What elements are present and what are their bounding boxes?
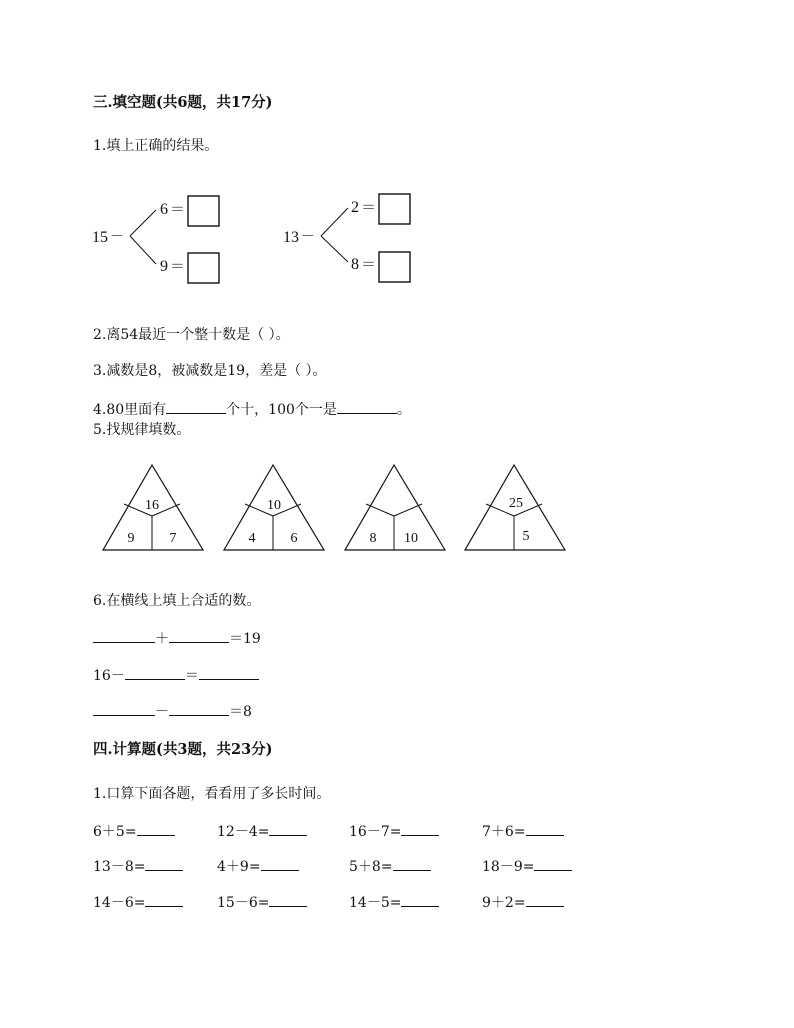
triangle2-left-number: 4	[248, 531, 256, 546]
tree1-branch	[130, 210, 156, 264]
calc-item	[217, 892, 307, 912]
calc-expression: 6＋5=	[93, 824, 137, 840]
tree1-top-answer-box[interactable]	[188, 196, 219, 226]
calc-expression: 18－9=	[482, 859, 535, 875]
tree1-top-equals: ＝	[170, 202, 186, 218]
triangle4-right-number: 5	[522, 529, 530, 544]
tree2-root: 13	[283, 229, 299, 246]
q6-line2-eq: ＝	[184, 668, 199, 684]
q4-part2: 个十，100个一是	[226, 402, 337, 418]
calc-expression: 12－4=	[217, 824, 270, 840]
calc-expression: 15－6=	[217, 895, 270, 911]
calc-answer-blank[interactable]	[393, 856, 431, 871]
q3-text: 3.减数是8，被减数是19，差是（ ）。	[93, 363, 327, 379]
tree2-bottom-answer-box[interactable]	[379, 252, 410, 282]
section-3-heading: 三.填空题(共6题，共17分)	[93, 94, 273, 111]
calc-answer-blank[interactable]	[145, 856, 183, 871]
q4-text	[93, 399, 411, 419]
q6-line-1	[93, 628, 261, 648]
calc-answer-blank[interactable]	[145, 892, 183, 907]
calc-answer-blank[interactable]	[269, 892, 307, 907]
calc-expression: 5＋8=	[349, 859, 393, 875]
q4-part1: 4.80里面有	[93, 402, 167, 418]
decomposition-tree-2	[282, 190, 432, 290]
pattern-triangle-1	[102, 464, 206, 552]
pattern-triangle-3	[344, 464, 448, 552]
calc-answer-blank[interactable]	[526, 821, 564, 836]
calc-answer-blank[interactable]	[534, 856, 572, 871]
triangle2-right-number: 6	[290, 531, 298, 546]
q6-line3-blank-2[interactable]	[169, 701, 229, 716]
calc-expression: 13－8=	[93, 859, 146, 875]
q6-line2-blank-2[interactable]	[199, 665, 259, 680]
tree2-branch	[321, 208, 348, 262]
calc-expression: 9＋2=	[482, 895, 526, 911]
triangle3-left-number: 8	[369, 531, 377, 546]
calc-answer-blank[interactable]	[526, 892, 564, 907]
calc-item	[93, 892, 183, 912]
calc-expression: 7＋6=	[482, 824, 526, 840]
tree1-bottom-answer-box[interactable]	[188, 253, 219, 283]
tree2-bottom-number: 8	[351, 256, 359, 273]
q4-part3: 。	[396, 402, 411, 418]
pattern-triangle-2	[223, 464, 327, 552]
triangle3-right-number: 10	[404, 531, 418, 546]
calc-item	[349, 856, 431, 876]
q6-line-3	[93, 701, 252, 721]
q4-blank-1[interactable]	[166, 399, 226, 414]
tree1-root: 15	[92, 229, 108, 246]
q6-line1-blank-2[interactable]	[169, 628, 229, 643]
q2-text: 2.离54最近一个整十数是（ ）。	[93, 327, 290, 343]
tree2-minus: －	[301, 230, 315, 245]
triangle4-top-number: 25	[509, 496, 523, 511]
q6-line3-blank-1[interactable]	[93, 701, 155, 716]
calc-item	[482, 821, 564, 841]
calc-answer-blank[interactable]	[137, 821, 175, 836]
q6-text: 6.在横线上填上合适的数。	[93, 593, 261, 609]
q6-line2-blank-1[interactable]	[125, 665, 185, 680]
tree2-top-number: 2	[351, 199, 359, 216]
triangle1-left-number: 9	[127, 531, 135, 546]
calc-item	[93, 821, 175, 841]
q6-line1-op: ＋	[155, 631, 169, 647]
calc-answer-blank[interactable]	[401, 892, 439, 907]
calc-item	[349, 821, 439, 841]
calc-answer-blank[interactable]	[269, 821, 307, 836]
calc-q1-text: 1.口算下面各题，看看用了多长时间。	[93, 786, 331, 802]
q6-line1-eq: ＝19	[229, 631, 261, 647]
q6-line-2	[93, 665, 259, 685]
tree2-top-equals: ＝	[361, 200, 377, 216]
triangle1-top-number: 16	[145, 498, 159, 513]
calc-item	[482, 892, 564, 912]
calc-expression: 14－5=	[349, 895, 402, 911]
calc-expression: 14－6=	[93, 895, 146, 911]
calc-expression: 4＋9=	[217, 859, 261, 875]
tree1-top-number: 6	[160, 201, 168, 218]
decomposition-tree-1	[90, 190, 240, 290]
q6-line1-blank-1[interactable]	[93, 628, 155, 643]
q6-line2-start: 16－	[93, 668, 125, 684]
tree1-bottom-number: 9	[160, 258, 168, 275]
q5-text: 5.找规律填数。	[93, 422, 191, 438]
q4-blank-2[interactable]	[337, 399, 397, 414]
q6-line3-op: －	[155, 704, 169, 720]
triangle2-top-number: 10	[267, 498, 281, 513]
tree2-bottom-equals: ＝	[361, 257, 377, 273]
calc-item	[482, 856, 572, 876]
tree1-bottom-equals: ＝	[170, 259, 186, 275]
tree2-top-answer-box[interactable]	[379, 194, 410, 224]
calc-item	[217, 856, 299, 876]
q1-text: 1.填上正确的结果。	[93, 138, 219, 154]
calc-item	[93, 856, 183, 876]
calc-answer-blank[interactable]	[261, 856, 299, 871]
q6-line3-eq: ＝8	[229, 704, 252, 720]
calc-expression: 16－7=	[349, 824, 402, 840]
calc-item	[217, 821, 307, 841]
tree1-minus: －	[110, 230, 124, 245]
calc-item	[349, 892, 439, 912]
triangle1-right-number: 7	[169, 531, 177, 546]
calc-answer-blank[interactable]	[401, 821, 439, 836]
pattern-triangle-4	[464, 464, 568, 552]
section-4-heading: 四.计算题(共3题，共23分)	[93, 741, 273, 758]
